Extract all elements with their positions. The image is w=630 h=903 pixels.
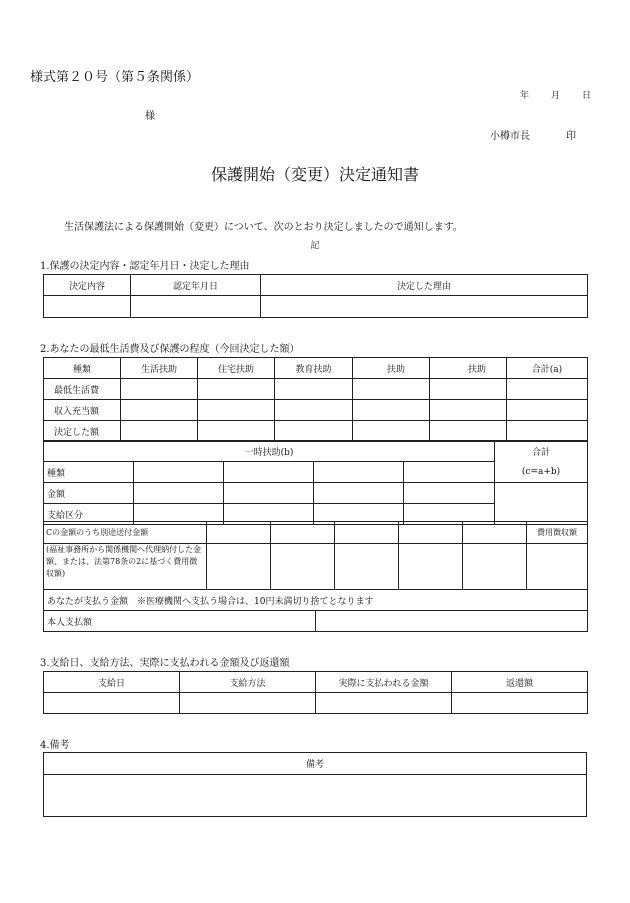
recipient-suffix: 様 [145, 111, 155, 122]
cell[interactable] [314, 462, 404, 483]
section2-col-aid2: 扶助 [430, 358, 507, 379]
cell[interactable] [399, 522, 463, 544]
section1-reason-cell[interactable] [261, 296, 588, 318]
date-year-label: 年 [520, 91, 530, 101]
row-label-income: 収入充当額 [44, 400, 121, 421]
cell[interactable] [430, 421, 507, 442]
temp-row-category: 支給区分 [44, 504, 134, 525]
table-row [44, 379, 588, 400]
cell[interactable] [198, 421, 275, 442]
table-row [44, 400, 588, 421]
section2-col-housing: 住宅扶助 [198, 358, 275, 379]
section2-col-total: 合計(a) [507, 358, 588, 379]
section2-heading: 2.あなたの最低生活費及び保護の程度（今回決定した額） [40, 344, 300, 355]
total-formula: (c=a+b) [495, 462, 588, 483]
section3-col-date: 支給日 [44, 672, 180, 693]
issuer-name: 小樽市長 [490, 131, 530, 142]
table-row [44, 462, 588, 483]
section1-date-cell[interactable] [131, 296, 261, 318]
cell[interactable] [121, 421, 198, 442]
section4-table [43, 752, 587, 817]
cell[interactable] [404, 462, 495, 483]
separate-label: Cの金額のうち別途送付金額 [44, 522, 207, 544]
cell[interactable] [507, 421, 588, 442]
cell[interactable] [180, 693, 316, 714]
page-title: 保護開始（変更）決定通知書 [210, 165, 419, 184]
cell[interactable] [134, 483, 224, 504]
cell[interactable] [316, 693, 452, 714]
cell[interactable] [353, 379, 430, 400]
row-label-min-living: 最低生活費 [44, 379, 121, 400]
cell[interactable] [452, 693, 588, 714]
section1-col-content: 決定内容 [44, 275, 131, 296]
total-cell[interactable] [495, 483, 588, 525]
table-row [44, 483, 588, 504]
cell[interactable] [335, 544, 399, 590]
section3-col-refund: 返還額 [452, 672, 588, 693]
temp-aid-header: 一時扶助(b) [44, 441, 495, 462]
cell[interactable] [224, 483, 314, 504]
issuer [490, 127, 576, 142]
section1-content-cell[interactable] [44, 296, 131, 318]
form-number: 様式第２０号（第５条関係） [30, 70, 200, 85]
cell[interactable] [207, 522, 271, 544]
section1-col-reason: 決定した理由 [261, 275, 588, 296]
cell[interactable] [224, 462, 314, 483]
section1-col-date: 認定年月日 [131, 275, 261, 296]
remarks-header: 備考 [44, 753, 587, 775]
cell[interactable] [430, 400, 507, 421]
cell[interactable] [507, 379, 588, 400]
date-day-label: 日 [582, 91, 592, 101]
ki-mark: 記 [310, 241, 320, 251]
section2-table-temp [43, 440, 588, 525]
cell[interactable] [353, 400, 430, 421]
cell[interactable] [134, 462, 224, 483]
cell[interactable] [275, 379, 353, 400]
fee-label: 費用徴収額 [527, 522, 588, 544]
section4-heading: 4.備考 [40, 740, 70, 751]
cell[interactable] [271, 522, 335, 544]
section2-col-living: 生活扶助 [121, 358, 198, 379]
temp-row-amount: 金額 [44, 483, 134, 504]
cell[interactable] [353, 421, 430, 442]
cell[interactable] [275, 400, 353, 421]
cell[interactable] [121, 400, 198, 421]
issue-date [520, 88, 591, 101]
section3-col-amount: 実際に支払われる金額 [316, 672, 452, 693]
cell[interactable] [527, 544, 588, 590]
cell[interactable] [275, 421, 353, 442]
section2-table-pay [43, 589, 588, 632]
section1-table [43, 274, 588, 318]
cell[interactable] [207, 544, 271, 590]
section2-table-separate [43, 521, 588, 590]
total-label: 合計 [495, 441, 588, 462]
intro-text: 生活保護法による保護開始（変更）について、次のとおり決定しましたので通知します。 [64, 222, 463, 233]
remarks-cell[interactable] [44, 775, 587, 817]
separate-note: (福祉事務所から関係機関へ代理納付した金額、または、法第78条の2に基づく費用徴収額) [44, 544, 207, 590]
row-label-decided: 決定した額 [44, 421, 121, 442]
temp-row-type: 種類 [44, 462, 134, 483]
pay-note: あなたが支払う金額 ※医療機関へ支払う場合は、10円未満切り捨てとなります [44, 590, 588, 611]
seal-mark: 印 [566, 131, 576, 142]
section2-col-education: 教育扶助 [275, 358, 353, 379]
cell[interactable] [404, 483, 495, 504]
section3-table [43, 671, 588, 714]
cell[interactable] [399, 544, 463, 590]
cell[interactable] [507, 400, 588, 421]
cell[interactable] [335, 522, 399, 544]
section3-col-method: 支給方法 [180, 672, 316, 693]
cell[interactable] [121, 379, 198, 400]
self-pay-cell[interactable] [316, 611, 588, 632]
cell[interactable] [463, 522, 527, 544]
cell[interactable] [271, 544, 335, 590]
cell[interactable] [463, 544, 527, 590]
self-pay-label: 本人支払額 [44, 611, 316, 632]
cell[interactable] [430, 379, 507, 400]
section1-heading: 1.保護の決定内容・認定年月日・決定した理由 [40, 261, 250, 272]
section2-col-aid1: 扶助 [353, 358, 430, 379]
section2-table-main [43, 357, 588, 442]
cell[interactable] [198, 379, 275, 400]
cell[interactable] [198, 400, 275, 421]
cell[interactable] [44, 693, 180, 714]
cell[interactable] [314, 483, 404, 504]
date-month-label: 月 [551, 91, 561, 101]
table-row [44, 421, 588, 442]
section2-col-type: 種類 [44, 358, 121, 379]
section3-heading: 3.支給日、支給方法、実際に支払われる金額及び返還額 [40, 658, 290, 669]
